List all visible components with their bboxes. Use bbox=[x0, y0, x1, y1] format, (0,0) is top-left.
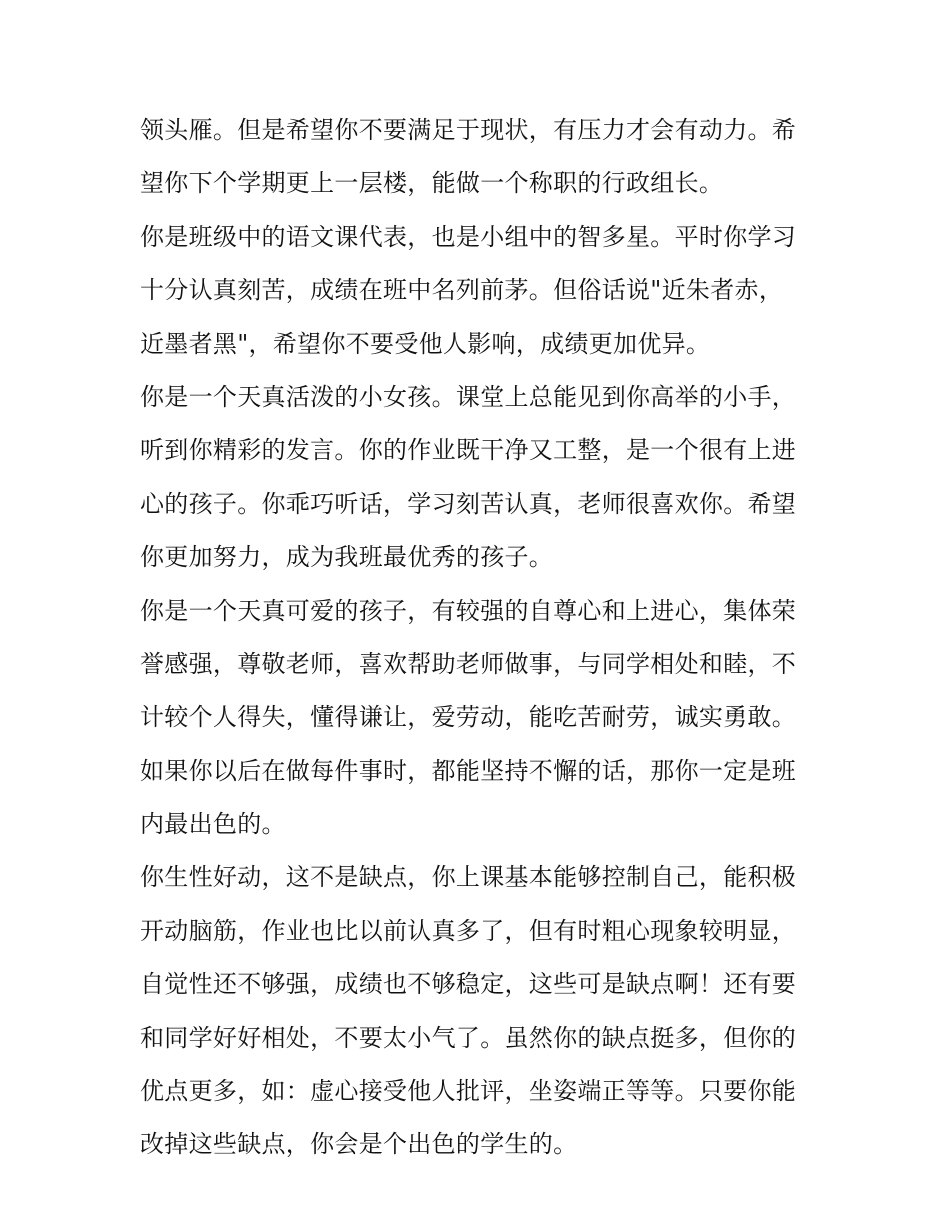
text-line: 领头雁。但是希望你不要满足于现状，有压力才会有动力。希 bbox=[140, 116, 797, 144]
text-line: 心的孩子。你乖巧听话，学习刻苦认真，老师很喜欢你。希望 bbox=[140, 489, 797, 518]
text-line: 优点更多，如：虚心接受他人批评，坐姿端正等等。只要你能 bbox=[140, 1077, 797, 1106]
text-line: 开动脑筋，作业也比以前认真多了，但有时粗心现象较明显， bbox=[140, 916, 797, 945]
text-line: 你更加努力，成为我班最优秀的孩子。 bbox=[140, 543, 554, 572]
text-line: 望你下个学期更上一层楼，能做一个称职的行政组长。 bbox=[140, 169, 724, 198]
text-line: 你是一个天真活泼的小女孩。课堂上总能见到你高举的小手， bbox=[140, 382, 797, 411]
text-line: 听到你精彩的发言。你的作业既干净又工整，是一个很有上进 bbox=[140, 436, 797, 465]
text-line: 和同学好好相处，不要太小气了。虽然你的缺点挺多，但你的 bbox=[140, 1023, 797, 1052]
text-line: 如果你以后在做每件事时，都能坚持不懈的话，那你一定是班 bbox=[140, 756, 797, 785]
text-line: 近墨者黑"，希望你不要受他人影响，成绩更加优异。 bbox=[140, 329, 711, 358]
text-line: 自觉性还不够强，成绩也不够稳定，这些可是缺点啊！还有要 bbox=[140, 970, 797, 999]
text-line: 内最出色的。 bbox=[140, 810, 286, 839]
text-line: 计较个人得失，懂得谦让，爱劳动，能吃苦耐劳，诚实勇敢。 bbox=[140, 703, 797, 732]
document-body bbox=[140, 104, 820, 1172]
text-line: 誉感强，尊敬老师，喜欢帮助老师做事，与同学相处和睦，不 bbox=[140, 649, 797, 678]
text-line: 你是班级中的语文课代表，也是小组中的智多星。平时你学习 bbox=[140, 222, 797, 251]
text-line: 改掉这些缺点，你会是个出色的学生的。 bbox=[140, 1130, 578, 1159]
text-line: 十分认真刻苦，成绩在班中名列前茅。但俗话说"近朱者赤， bbox=[140, 276, 784, 305]
text-line: 你生性好动，这不是缺点，你上课基本能够控制自己，能积极 bbox=[140, 863, 797, 892]
text-line: 你是一个天真可爱的孩子，有较强的自尊心和上进心，集体荣 bbox=[140, 596, 797, 625]
